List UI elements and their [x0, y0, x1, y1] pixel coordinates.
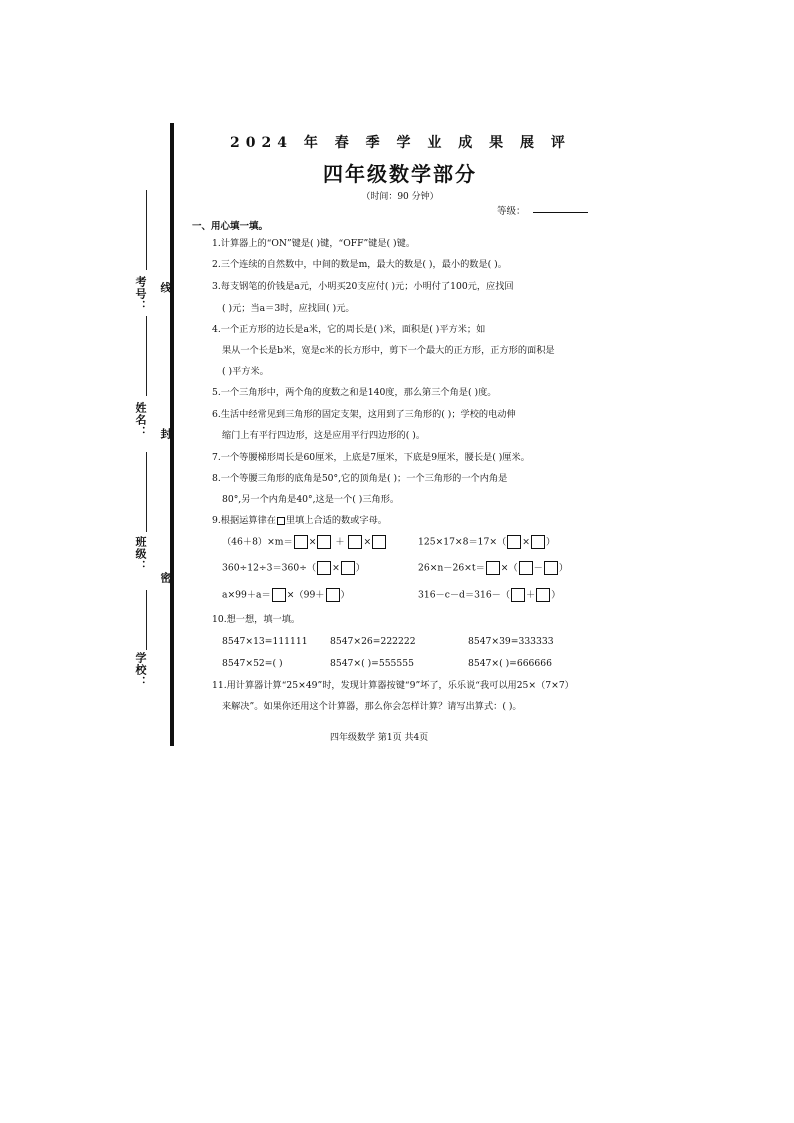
- times-sign: ×: [363, 536, 372, 548]
- question-4: 4.一个正方形的边长是a米，它的周长是( )米，面积是( )平方米；如: [212, 324, 486, 335]
- q9-row2-left: [222, 561, 365, 575]
- times-sign: ×: [308, 536, 317, 548]
- class-label: 班级：: [134, 536, 147, 572]
- question-11-cont: 来解决”。如果你还用这个计算器，那么你会怎样计算？请写出算式：( )。: [222, 701, 522, 712]
- q9-r2-right-text: 26×n－26×t＝: [418, 562, 485, 574]
- q10-r1-c: 8547×39=333333: [468, 636, 554, 647]
- seal-char-feng: 封: [159, 428, 172, 440]
- question-10: 10.想一想，填一填。: [212, 614, 301, 625]
- question-9-intro-after: 里填上合适的数或字母。: [285, 515, 387, 526]
- minus-sign: －: [533, 562, 543, 574]
- answer-box[interactable]: [507, 535, 521, 549]
- answer-box[interactable]: [536, 588, 550, 602]
- exam-number-blank: [146, 190, 147, 270]
- q10-r1-a: 8547×13=111111: [222, 636, 308, 647]
- answer-box[interactable]: [511, 588, 525, 602]
- close-paren: ）: [340, 589, 350, 601]
- close-paren: ）: [545, 536, 556, 548]
- grade-blank[interactable]: [533, 212, 588, 213]
- name-blank: [146, 316, 147, 396]
- times-sign: ×: [332, 562, 340, 574]
- question-3-cont: ( )元；当a＝3时，应找回( )元。: [222, 303, 355, 314]
- question-6: 6.生活中经常见到三角形的固定支架，这用到了三角形的( )；学校的电动伸: [212, 409, 516, 420]
- q9-r3-right-text: 316－c－d＝316－（: [418, 589, 511, 601]
- question-8-cont: 80°,另一个内角是40°,这是一个( )三角形。: [222, 494, 400, 505]
- question-7: 7.一个等腰梯形周长是60厘米，上底是7厘米，下底是9厘米，腰长是( )厘米。: [212, 452, 530, 463]
- q9-row3-left: [222, 588, 350, 602]
- exam-title: 2024 年 春 季 学 业 成 果 展 评: [230, 135, 571, 151]
- question-3: 3.每支钢笔的价钱是a元，小明买20支应付( )元；小明付了100元，应找回: [212, 281, 514, 292]
- name-label: 姓名：: [134, 402, 147, 438]
- question-9-intro: [212, 515, 387, 527]
- exam-subtitle: 四年级数学部分: [323, 162, 477, 186]
- question-2: 2.三个连续的自然数中，中间的数是m，最大的数是( )，最小的数是( )。: [212, 259, 507, 270]
- exam-number-label: 考号：: [134, 276, 147, 312]
- plus-sign: ＋: [335, 536, 345, 548]
- answer-box[interactable]: [348, 535, 362, 549]
- answer-box[interactable]: [341, 561, 355, 575]
- q9-r3-left-mid-text: ×（99＋: [286, 589, 325, 601]
- q9-r1-left-text: （46＋8）×m＝: [222, 536, 293, 548]
- answer-box[interactable]: [317, 561, 331, 575]
- q9-r2-left-text: 360÷12÷3＝360÷（: [222, 562, 317, 574]
- answer-box[interactable]: [486, 561, 500, 575]
- answer-box[interactable]: [317, 535, 331, 549]
- open-paren: （: [508, 562, 518, 574]
- q10-r1-b: 8547×26=222222: [330, 636, 416, 647]
- q9-r3-left-text: a×99＋a＝: [222, 589, 271, 601]
- times-sign: ×: [500, 562, 509, 574]
- answer-box[interactable]: [544, 561, 558, 575]
- class-blank: [146, 452, 147, 532]
- answer-box[interactable]: [294, 535, 308, 549]
- question-8: 8.一个等腰三角形的底角是50°,它的顶角是( )；一个三角形的一个内角是: [212, 473, 508, 484]
- question-6-cont: 缩门上有平行四边形，这是应用平行四边形的( )。: [222, 430, 426, 441]
- page-footer: 四年级数学 第1页 共4页: [330, 733, 429, 743]
- close-paren: ）: [558, 562, 569, 574]
- section-heading: 一、用心填一填。: [192, 221, 269, 232]
- answer-box[interactable]: [519, 561, 533, 575]
- seal-char-xian: 线: [159, 282, 172, 294]
- question-11: 11.用计算器计算“25×49”时，发现计算器按键“9”坏了，乐乐说“我可以用25×（7×7）: [212, 680, 574, 691]
- q9-row1-right: [418, 535, 555, 549]
- question-9-intro-before: 9.根据运算律在: [212, 515, 276, 526]
- question-5: 5.一个三角形中，两个角的度数之和是140度，那么第三个角是( )度。: [212, 387, 497, 398]
- answer-box[interactable]: [272, 588, 286, 602]
- seal-char-mi: 密: [159, 572, 172, 584]
- box-icon: [277, 517, 285, 525]
- q9-row3-right: [418, 588, 560, 602]
- close-paren: ）: [551, 589, 561, 601]
- question-4-cont2: ( )平方米。: [222, 366, 269, 377]
- time-note: （时间：90 分钟）: [361, 192, 439, 202]
- q9-row2-right: [418, 561, 568, 575]
- times-sign: ×: [522, 536, 530, 548]
- school-blank: [146, 590, 147, 650]
- answer-box[interactable]: [326, 588, 340, 602]
- answer-box[interactable]: [531, 535, 545, 549]
- q10-r2-c: 8547×( )=666666: [468, 658, 552, 669]
- plus-sign: ＋: [526, 589, 536, 601]
- q9-row1-left: [222, 535, 387, 549]
- question-4-cont: 果从一个长是b米，宽是c米的长方形中，剪下一个最大的正方形，正方形的面积是: [222, 345, 555, 356]
- close-paren: ）: [355, 562, 365, 574]
- q10-r2-a: 8547×52=( ): [222, 658, 283, 669]
- school-label: 学校：: [134, 652, 147, 688]
- answer-box[interactable]: [372, 535, 386, 549]
- question-1: 1.计算器上的“ON”键是( )键，“OFF”键是( )键。: [212, 238, 416, 249]
- q10-r2-b: 8547×( )=555555: [330, 658, 414, 669]
- grade-label: 等级：: [497, 206, 526, 217]
- q9-r1-right-text: 125×17×8＝17×（: [418, 536, 507, 548]
